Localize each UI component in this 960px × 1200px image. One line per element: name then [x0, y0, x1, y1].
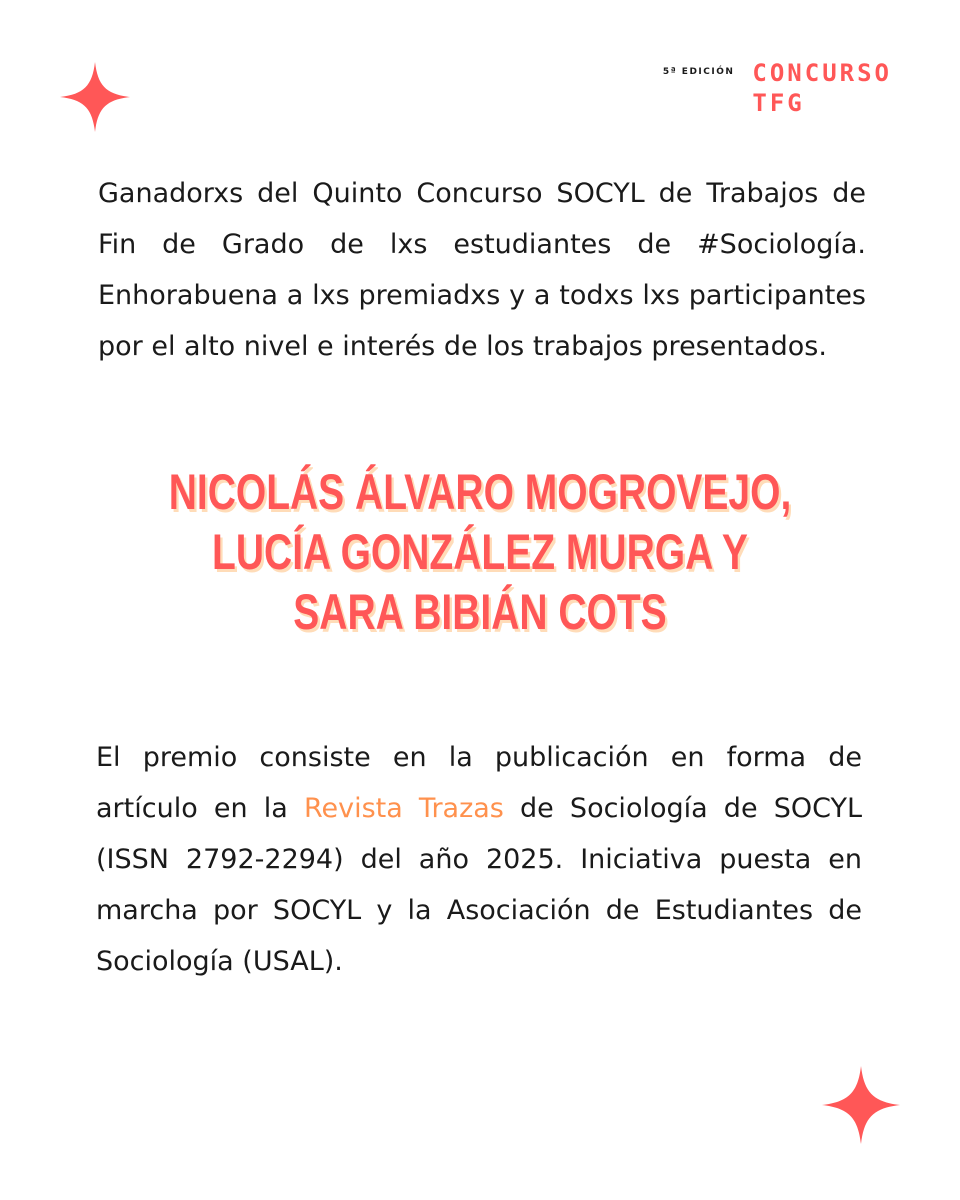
prize-paragraph	[96, 732, 862, 987]
contest-title-line1: CONCURSO	[752, 59, 892, 87]
prize-text-before: El premio consiste en la publicación en forma de artículo en la	[96, 742, 862, 824]
contest-title	[752, 58, 892, 118]
winner-line-3: SARA BIBIÁN COTS	[293, 584, 667, 640]
prize-text-after: de Sociología de SOCYL (ISSN 2792-2294) del año 2025. Iniciativa puesta en marcha por SOCYL y la Asociación de Estudiantes de Sociología (USAL).	[96, 793, 863, 977]
four-point-star-icon	[60, 62, 130, 132]
winner-line-1: NICOLÁS ÁLVARO MOGROVEJO,	[168, 464, 792, 520]
four-point-star-icon	[822, 1066, 900, 1144]
winners-heading	[40, 462, 920, 642]
contest-title-line2: TFG	[752, 89, 805, 117]
edition-label: 5ª EDICIÓN	[662, 67, 735, 77]
winner-line-2: LUCÍA GONZÁLEZ MURGA Y	[212, 524, 748, 580]
revista-trazas-highlight: Revista Trazas	[303, 793, 504, 824]
intro-paragraph: Ganadorxs del Quinto Concurso SOCYL de Trabajos de Fin de Grado de lxs estudiantes de #Sociología. Enhorabuena a lxs premiadxs y a todxs lxs participantes por el alto nivel e interés de los trabajos presentados.	[98, 178, 866, 362]
star-shape	[60, 62, 130, 132]
header	[663, 58, 892, 118]
star-shape	[822, 1066, 900, 1144]
